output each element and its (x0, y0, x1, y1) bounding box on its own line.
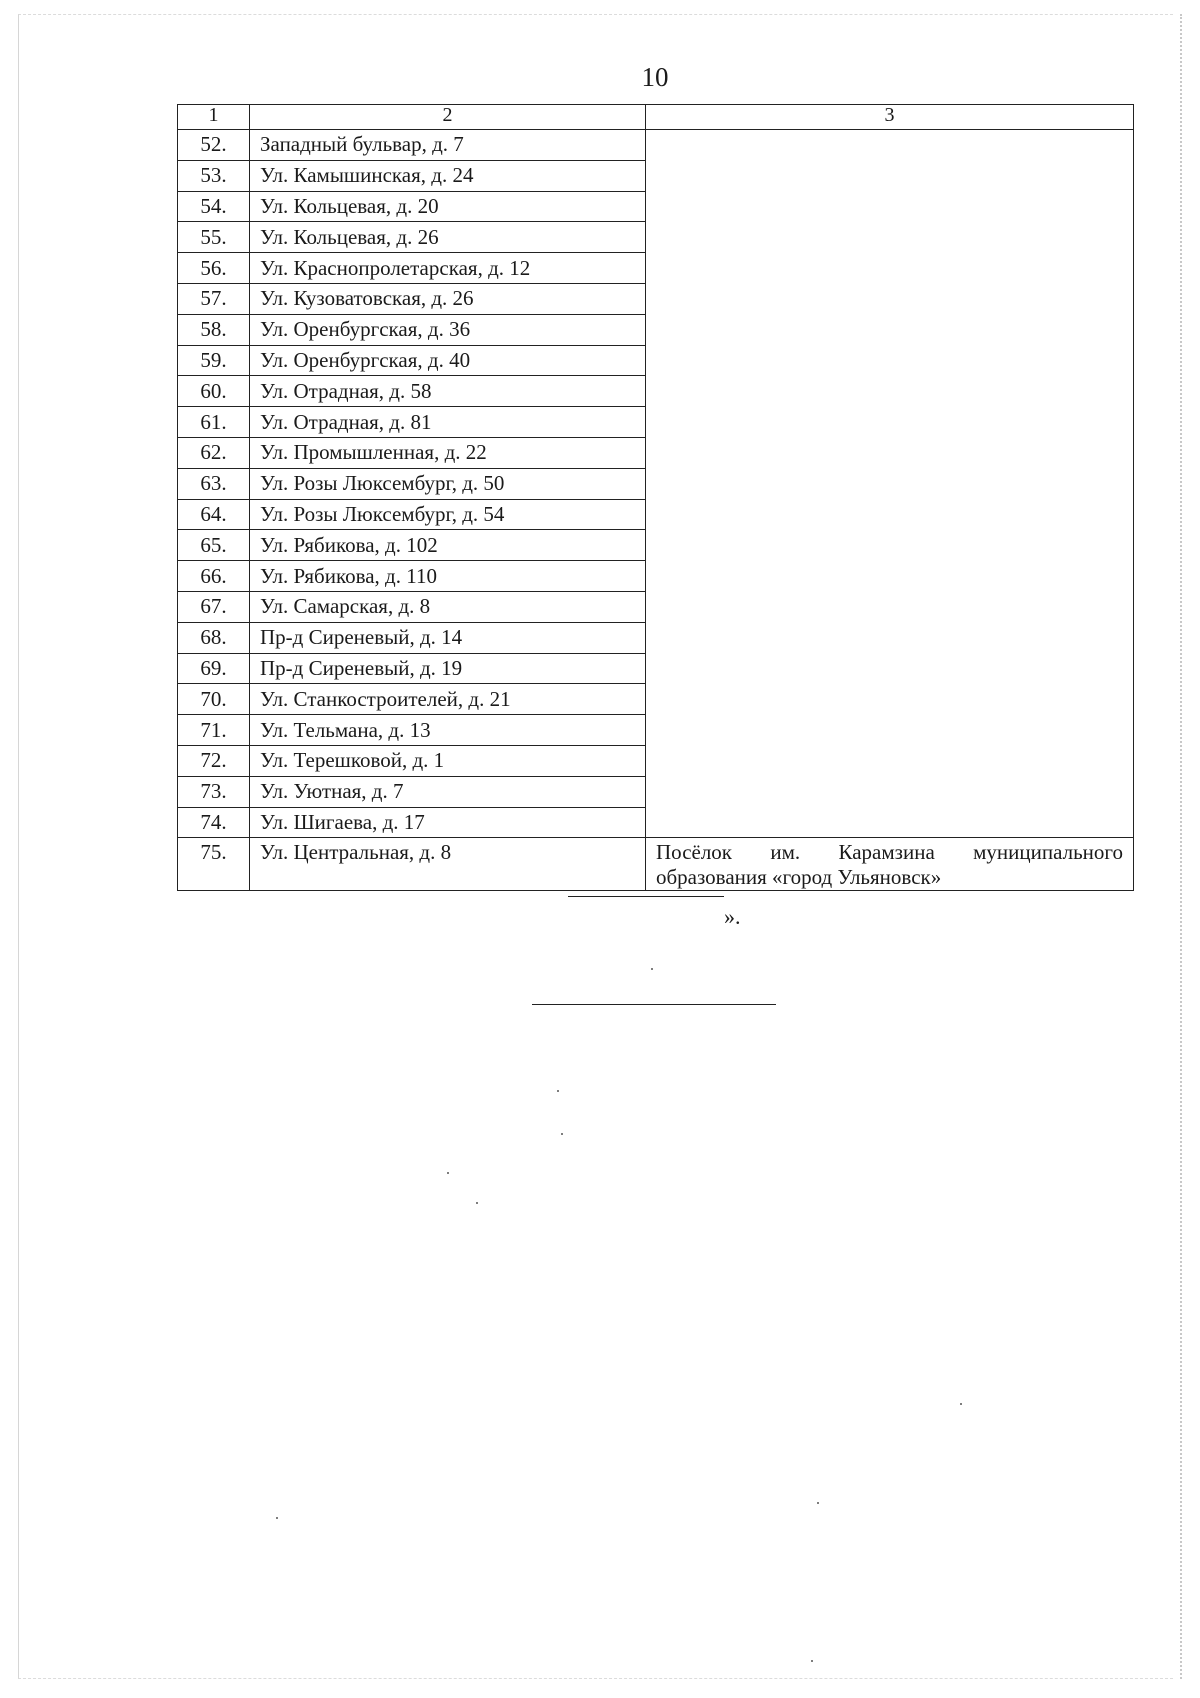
scan-speck (960, 1403, 962, 1405)
row-number-cell: 58. (178, 314, 250, 345)
row-number-cell: 71. (178, 715, 250, 746)
address-cell: Ул. Розы Люксембург, д. 54 (250, 499, 646, 530)
table-header-row (178, 105, 1134, 130)
address-cell: Ул. Самарская, д. 8 (250, 591, 646, 622)
scan-speck (557, 1090, 559, 1092)
address-cell: Ул. Рябикова, д. 110 (250, 561, 646, 592)
address-cell: Ул. Отрадная, д. 81 (250, 407, 646, 438)
scan-border-right (1180, 14, 1182, 1679)
row-number-cell: 62. (178, 437, 250, 468)
row-number-cell: 53. (178, 160, 250, 191)
row-number-cell: 60. (178, 376, 250, 407)
address-cell: Ул. Кузоватовская, д. 26 (250, 283, 646, 314)
row-number-cell: 68. (178, 622, 250, 653)
address-cell: Ул. Центральная, д. 8 (250, 838, 646, 891)
locality-cell-merged (646, 130, 1134, 838)
scan-speck (276, 1517, 278, 1519)
address-cell: Западный бульвар, д. 7 (250, 130, 646, 161)
scan-speck (817, 1502, 819, 1504)
page-number: 10 (641, 62, 669, 92)
address-cell: Ул. Краснопролетарская, д. 12 (250, 253, 646, 284)
closing-blank-line (568, 896, 724, 897)
address-table-body (178, 105, 1134, 891)
header-cell-3: 3 (646, 105, 1134, 130)
row-number-cell: 69. (178, 653, 250, 684)
row-number-cell: 72. (178, 745, 250, 776)
address-cell: Ул. Промышленная, д. 22 (250, 437, 646, 468)
row-number-cell: 52. (178, 130, 250, 161)
scan-speck (811, 1660, 813, 1662)
row-number-cell: 65. (178, 530, 250, 561)
address-cell: Ул. Уютная, д. 7 (250, 776, 646, 807)
address-cell: Ул. Кольцевая, д. 26 (250, 222, 646, 253)
row-number-cell: 70. (178, 684, 250, 715)
address-cell: Ул. Шигаева, д. 17 (250, 807, 646, 838)
row-number-cell: 64. (178, 499, 250, 530)
address-cell: Ул. Терешковой, д. 1 (250, 745, 646, 776)
address-cell: Ул. Отрадная, д. 58 (250, 376, 646, 407)
end-of-document-rule (532, 1004, 776, 1005)
address-cell: Ул. Тельмана, д. 13 (250, 715, 646, 746)
address-cell: Ул. Рябикова, д. 102 (250, 530, 646, 561)
row-number-cell: 66. (178, 561, 250, 592)
row-number-cell: 57. (178, 283, 250, 314)
row-number-cell: 56. (178, 253, 250, 284)
table-row (178, 838, 1134, 891)
address-cell: Ул. Оренбургская, д. 40 (250, 345, 646, 376)
row-number-cell: 67. (178, 591, 250, 622)
address-cell: Пр-д Сиреневый, д. 14 (250, 622, 646, 653)
row-number-cell: 54. (178, 191, 250, 222)
locality-cell: Посёлок им. Карамзина муниципального образования «город Ульяновск» (646, 838, 1134, 891)
scan-speck (476, 1202, 478, 1204)
row-number-cell: 61. (178, 407, 250, 438)
address-cell: Пр-д Сиреневый, д. 19 (250, 653, 646, 684)
table-row (178, 130, 1134, 161)
address-cell: Ул. Розы Люксембург, д. 50 (250, 468, 646, 499)
scan-speck (651, 968, 653, 970)
address-cell: Ул. Камышинская, д. 24 (250, 160, 646, 191)
row-number-cell: 59. (178, 345, 250, 376)
row-number-cell: 55. (178, 222, 250, 253)
header-cell-1: 1 (178, 105, 250, 130)
header-cell-2: 2 (250, 105, 646, 130)
address-cell: Ул. Кольцевая, д. 20 (250, 191, 646, 222)
row-number-cell: 63. (178, 468, 250, 499)
address-cell: Ул. Станкостроителей, д. 21 (250, 684, 646, 715)
row-number-cell: 73. (178, 776, 250, 807)
scan-speck (447, 1172, 449, 1174)
address-cell: Ул. Оренбургская, д. 36 (250, 314, 646, 345)
row-number-cell: 75. (178, 838, 250, 891)
closing-quote-mark: ». (724, 904, 741, 929)
row-number-cell: 74. (178, 807, 250, 838)
scan-speck (561, 1133, 563, 1135)
address-table (177, 104, 1134, 891)
